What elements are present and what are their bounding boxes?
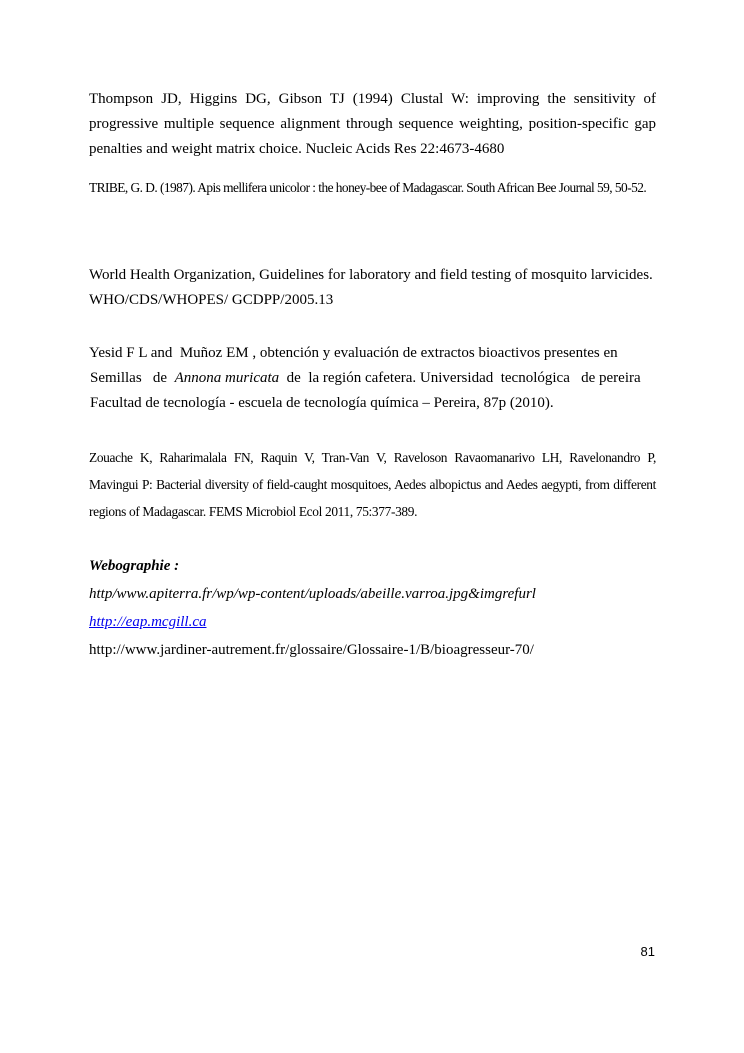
reference-yesid-line-2-end: de la región cafetera. Universidad tecnológica de pereira [279, 370, 641, 386]
species-name: Annona muricata [174, 370, 280, 386]
reference-yesid [89, 341, 656, 416]
webographie-section [89, 552, 656, 664]
reference-yesid-line-1: Yesid F L and Muñoz EM , obtención y evaluación de extractos bioactivos presentes en [89, 345, 618, 361]
web-link-jardiner: http://www.jardiner-autrement.fr/glossaire/Glossaire-1/B/bioagresseur-70/ [89, 642, 534, 658]
reference-who-line-2: WHO/CDS/WHOPES/ GCDPP/2005.13 [89, 292, 334, 308]
reference-who [89, 263, 656, 313]
webographie-heading: Webographie : [89, 558, 180, 574]
page-number: 81 [640, 944, 655, 959]
web-link-apiterra: http/www.apiterra.fr/wp/wp-content/uploads/abeille.varroa.jpg&imgrefurl [89, 586, 536, 602]
reference-yesid-line-3: Facultad de tecnología - escuela de tecnología química – Pereira, 87p (2010). [90, 395, 554, 411]
reference-tribe: TRIBE, G. D. (1987). Apis mellifera unicolor : the honey-bee of Madagascar. South African Bee Journal 59, 50-52. [89, 180, 647, 195]
reference-yesid-line-2 [89, 366, 656, 391]
reference-who-line-1: World Health Organization, Guidelines for laboratory and field testing of mosquito larvicides. [89, 267, 653, 283]
web-link-mcgill[interactable]: http://eap.mcgill.ca [89, 614, 207, 630]
reference-thompson: Thompson JD, Higgins DG, Gibson TJ (1994) Clustal W: improving the sensitivity of progressive multiple sequence alignment through sequence weighting, position-specific gap penalties and weight matrix choice. Nucleic Acids Res 22:4673-4680 [89, 91, 656, 157]
reference-yesid-line-2-start: Semillas de [90, 370, 175, 386]
reference-zouache: Zouache K, Raharimalala FN, Raquin V, Tran-Van V, Raveloson Ravaomanarivo LH, Ravelonandro P, Mavingui P: Bacterial diversity of field-caught mosquitoes, Aedes albopictus and Aedes aegypti, from different regions of Madagascar. FEMS Microbiol Ecol 2011, 75:377-389. [89, 450, 656, 519]
